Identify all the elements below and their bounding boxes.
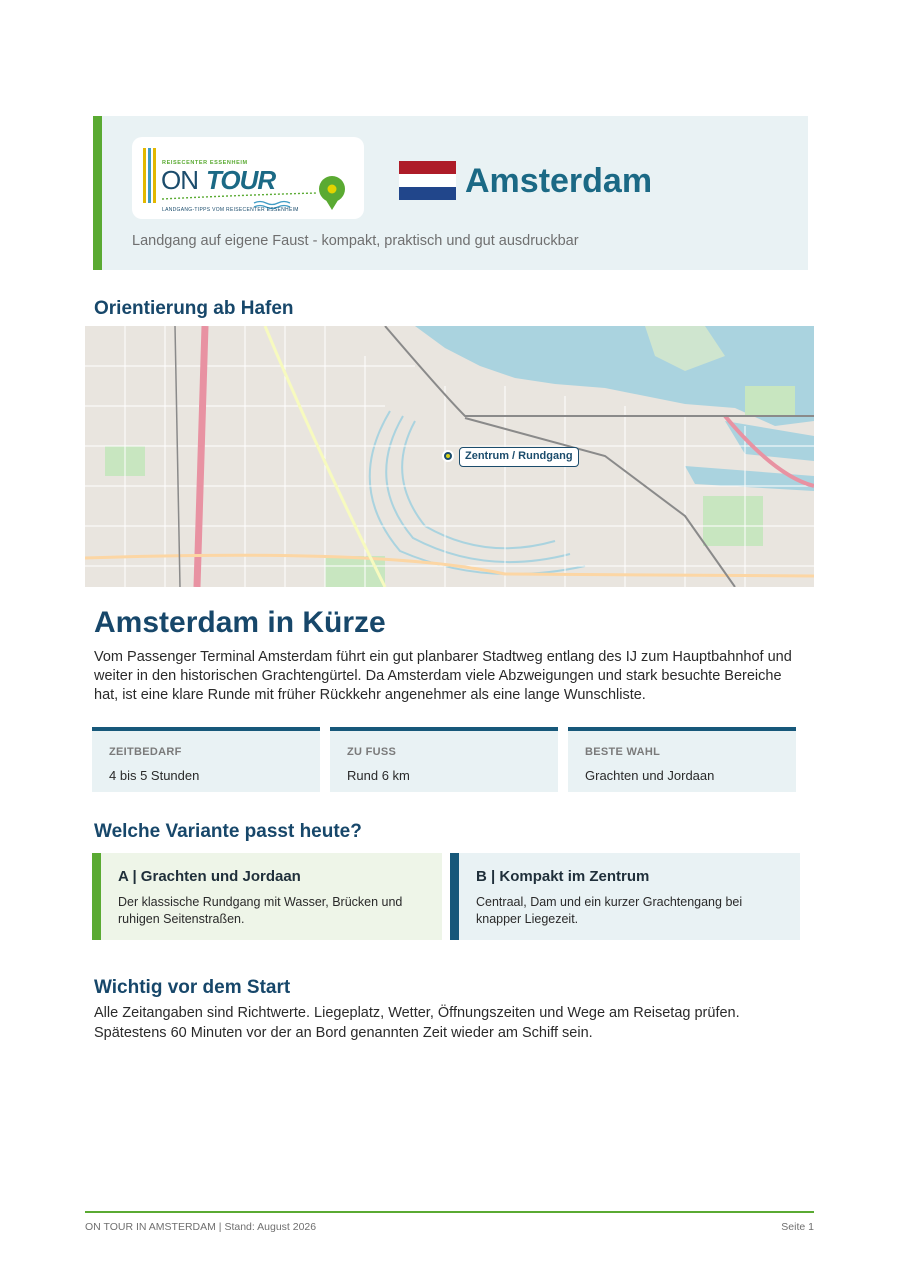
variant-text: Centraal, Dam und ein kurzer Grachtengang bei knapper Liegezeit.: [476, 895, 743, 926]
variants-heading: Welche Variante passt heute?: [94, 821, 362, 842]
variant-title: B | Kompakt im Zentrum: [476, 868, 650, 885]
logo-bottom-text: LANDGANG-TIPPS VOM REISECENTER ESSENHEIM: [162, 207, 299, 213]
logo-top-text: REISECENTER ESSENHEIM: [162, 160, 248, 166]
notice-heading: Wichtig vor dem Start: [94, 977, 291, 998]
summary-intro: Vom Passenger Terminal Amsterdam führt ein gut planbarer Stadtweg entlang des IJ zum Hauptbahnhof und weiter in den historischen Grachtengürtel. Da Amsterdam viele Abzweigungen und stark besuchte Bereiche hat, ist eine klare Runde mit früher Rückkehr angenehmer als eine lange Wunschliste.: [94, 649, 792, 703]
fact-card-time: [92, 727, 320, 792]
summary-title: Amsterdam in Kürze: [94, 606, 386, 639]
map-marker-label: Zentrum / Rundgang: [459, 447, 579, 467]
logo: [132, 137, 364, 219]
fact-label: BESTE WAHL: [585, 746, 661, 758]
variant-text: Der klassische Rundgang mit Wasser, Brücken und ruhigen Seitenstraßen.: [118, 895, 403, 926]
logo-graphic: [132, 137, 364, 219]
header-accent-bar: [93, 116, 102, 270]
fact-label: ZEITBEDARF: [109, 746, 182, 758]
fact-card-walking: [330, 727, 558, 792]
fact-value: 4 bis 5 Stunden: [109, 768, 200, 783]
logo-brand-tour: TOUR: [206, 165, 276, 195]
fact-cards: [92, 727, 798, 792]
variant-card-b: [450, 853, 800, 940]
tagline: Landgang auf eigene Faust - kompakt, praktisch und gut ausdruckbar: [132, 233, 579, 249]
fact-value: Rund 6 km: [347, 768, 410, 783]
variant-title: A | Grachten und Jordaan: [118, 868, 301, 885]
logo-brand-on: ON: [161, 165, 198, 195]
fact-label: ZU FUSS: [347, 746, 397, 758]
map-location-marker: [442, 450, 454, 462]
notice-text: Alle Zeitangaben sind Richtwerte. Liegeplatz, Wetter, Öffnungszeiten und Wege am Reisetag prüfen. Spätestens 60 Minuten vor der an Bord genannten Zeit wieder am Schiff sein.: [94, 1005, 740, 1041]
footer-left-text: ON TOUR IN AMSTERDAM | Stand: August 2026: [85, 1221, 317, 1233]
variant-card-a: [92, 853, 442, 940]
orientation-heading: Orientierung ab Hafen: [94, 298, 294, 319]
city-title: Amsterdam: [465, 162, 653, 200]
footer-divider: [85, 1211, 814, 1213]
netherlands-flag-icon: [399, 161, 456, 200]
fact-card-best-choice: [568, 727, 796, 792]
page-number: Seite 1: [781, 1221, 814, 1233]
header-panel: [93, 116, 808, 270]
fact-value: Grachten und Jordaan: [585, 768, 715, 783]
